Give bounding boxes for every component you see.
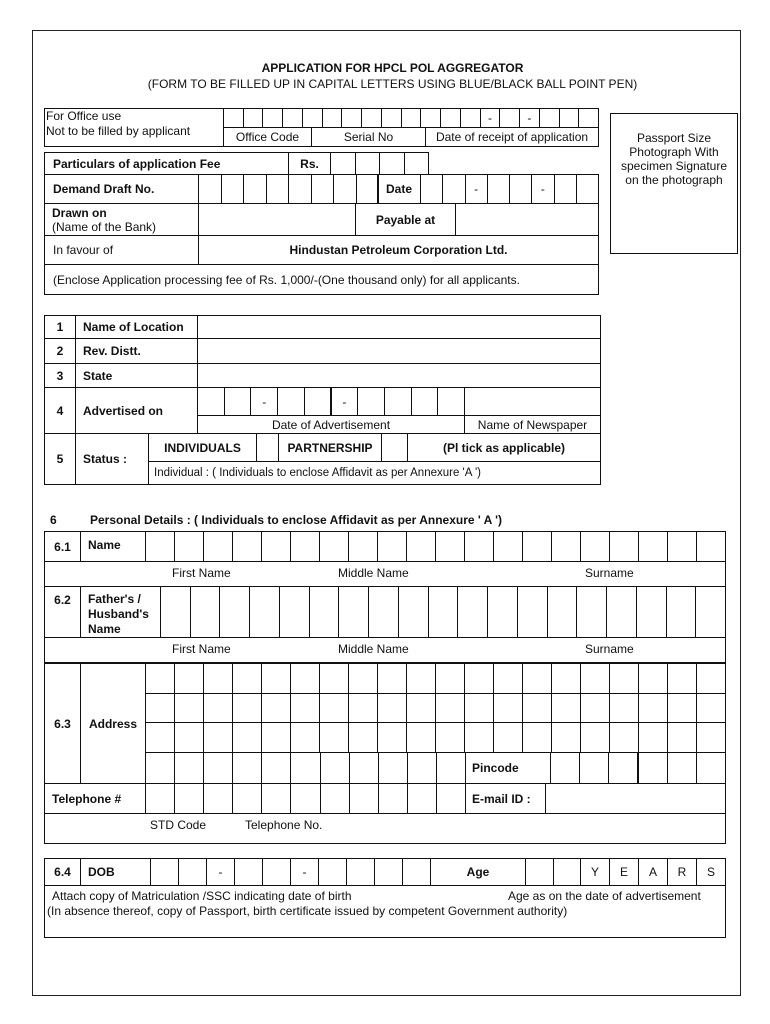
- address-char-box[interactable]: [493, 693, 523, 723]
- name-char-box[interactable]: [319, 531, 349, 562]
- address-char-box[interactable]: [435, 722, 465, 753]
- date-separator: -: [519, 108, 540, 128]
- office-char-box[interactable]: [243, 108, 264, 128]
- address-char-box[interactable]: [174, 693, 204, 723]
- father-char-box[interactable]: [576, 586, 607, 638]
- bank-name-note: (Name of the Bank): [52, 220, 157, 234]
- pincode-box[interactable]: [579, 752, 609, 784]
- row-number: 6.1: [44, 531, 81, 562]
- age-note: Age as on the date of advertisement: [508, 889, 701, 903]
- name-char-box[interactable]: [435, 531, 465, 562]
- telephone-note-row: [44, 813, 726, 844]
- row-number: 6.3: [44, 663, 81, 784]
- fee-amount-box[interactable]: [355, 152, 381, 175]
- telephone-box[interactable]: [436, 783, 466, 814]
- row-label: State: [75, 363, 198, 388]
- pincode-box[interactable]: [667, 752, 697, 784]
- date-separator: -: [465, 174, 488, 204]
- address-char-box[interactable]: [406, 693, 436, 723]
- dd-number-box[interactable]: [288, 174, 312, 204]
- row-number: 5: [44, 433, 76, 485]
- office-char-box[interactable]: [302, 108, 323, 128]
- address-char-box[interactable]: [349, 752, 379, 784]
- dd-number-box[interactable]: [311, 174, 335, 204]
- office-use-label: For Office use: [46, 109, 122, 123]
- address-char-box[interactable]: [261, 722, 291, 753]
- dob-box[interactable]: [150, 858, 179, 886]
- newspaper-field[interactable]: [464, 387, 601, 416]
- address-char-box[interactable]: [493, 722, 523, 753]
- age-box[interactable]: [525, 858, 554, 886]
- pincode-box[interactable]: [550, 752, 580, 784]
- dd-date-box[interactable]: [442, 174, 465, 204]
- office-char-box[interactable]: [539, 108, 560, 128]
- address-char-box[interactable]: [348, 722, 378, 753]
- date-separator: -: [206, 858, 235, 886]
- name-label: Name: [80, 531, 146, 562]
- dd-date-box[interactable]: [420, 174, 443, 204]
- row-number: 6.4: [44, 858, 81, 886]
- pincode-box[interactable]: [608, 752, 638, 784]
- dob-box[interactable]: [234, 858, 263, 886]
- name-char-box[interactable]: [145, 531, 175, 562]
- name-char-box[interactable]: [203, 531, 233, 562]
- name-char-box[interactable]: [464, 531, 494, 562]
- address-char-box[interactable]: [580, 693, 610, 723]
- telephone-box[interactable]: [261, 783, 291, 814]
- address-char-box[interactable]: [667, 722, 697, 753]
- address-char-box[interactable]: [436, 752, 466, 784]
- address-char-box[interactable]: [377, 693, 407, 723]
- address-char-box[interactable]: [464, 663, 494, 694]
- in-favour-value: Hindustan Petroleum Corporation Ltd.: [198, 235, 599, 265]
- adv-date-box[interactable]: [437, 387, 465, 416]
- photo-box[interactable]: [610, 113, 738, 254]
- payable-at-label: Payable at: [355, 203, 456, 236]
- address-char-box[interactable]: [696, 722, 726, 753]
- father-char-box[interactable]: [368, 586, 399, 638]
- row-number: 1: [44, 315, 76, 339]
- address-char-box[interactable]: [232, 722, 262, 753]
- row-label: Status :: [75, 433, 149, 485]
- address-char-box[interactable]: [319, 722, 349, 753]
- pincode-label: Pincode: [465, 752, 551, 784]
- surname-label: Surname: [585, 566, 634, 580]
- fee-amount-box[interactable]: [404, 152, 430, 175]
- address-char-box[interactable]: [232, 663, 262, 694]
- middle-name-label: Middle Name: [338, 566, 409, 580]
- adv-date-box[interactable]: [277, 387, 305, 416]
- individuals-checkbox[interactable]: [256, 433, 279, 462]
- address-char-box[interactable]: [696, 663, 726, 694]
- address-char-box[interactable]: [319, 693, 349, 723]
- payable-at-field[interactable]: [455, 203, 599, 236]
- name-char-box[interactable]: [551, 531, 581, 562]
- dob-box[interactable]: [374, 858, 403, 886]
- father-char-box[interactable]: [547, 586, 578, 638]
- father-char-box[interactable]: [666, 586, 697, 638]
- name-char-box[interactable]: [667, 531, 697, 562]
- individuals-label: INDIVIDUALS: [148, 433, 257, 462]
- telephone-box[interactable]: [378, 783, 408, 814]
- name-char-box[interactable]: [696, 531, 726, 562]
- address-char-box[interactable]: [348, 663, 378, 694]
- date-separator: -: [480, 108, 501, 128]
- bank-name-field[interactable]: [198, 203, 356, 236]
- office-char-box[interactable]: [282, 108, 303, 128]
- address-char-box[interactable]: [145, 752, 175, 784]
- address-char-box[interactable]: [203, 722, 233, 753]
- years-letter: Y: [580, 858, 610, 886]
- office-code-label: Office Code: [223, 127, 312, 147]
- address-char-box[interactable]: [551, 663, 581, 694]
- address-char-box[interactable]: [464, 722, 494, 753]
- address-char-box[interactable]: [638, 693, 668, 723]
- date-adv-label: Date of Advertisement: [197, 415, 465, 434]
- dob-alt-note: (In absence thereof, copy of Passport, birth certificate issued by competent Government authority): [47, 904, 568, 918]
- dob-box[interactable]: [262, 858, 291, 886]
- name-char-box[interactable]: [377, 531, 407, 562]
- father-char-box[interactable]: [636, 586, 667, 638]
- years-letter: S: [696, 858, 726, 886]
- rs-label: Rs.: [288, 152, 331, 175]
- adv-date-box[interactable]: [224, 387, 252, 416]
- address-char-box[interactable]: [464, 693, 494, 723]
- fee-amount-box[interactable]: [330, 152, 356, 175]
- address-char-box[interactable]: [261, 693, 291, 723]
- office-char-box[interactable]: [420, 108, 441, 128]
- telephone-box[interactable]: [349, 783, 379, 814]
- father-char-box[interactable]: [279, 586, 310, 638]
- father-char-box[interactable]: [487, 586, 518, 638]
- father-char-box[interactable]: [398, 586, 429, 638]
- serial-no-label: Serial No: [311, 127, 426, 147]
- address-char-box[interactable]: [609, 693, 639, 723]
- name-char-box[interactable]: [406, 531, 436, 562]
- address-char-box[interactable]: [522, 722, 552, 753]
- address-char-box[interactable]: [580, 722, 610, 753]
- date-receipt-label: Date of receipt of application: [425, 127, 599, 147]
- office-char-box[interactable]: [341, 108, 362, 128]
- individual-note: Individual : ( Individuals to enclose Affidavit as per Annexure 'A '): [148, 461, 601, 485]
- address-char-box[interactable]: [290, 693, 320, 723]
- address-label: Address: [80, 663, 146, 784]
- date-separator: -: [290, 858, 319, 886]
- partnership-checkbox[interactable]: [381, 433, 408, 462]
- address-char-box[interactable]: [348, 693, 378, 723]
- address-char-box[interactable]: [696, 693, 726, 723]
- email-label: E-mail ID :: [465, 783, 546, 814]
- form-subtitle: (FORM TO BE FILLED UP IN CAPITAL LETTERS USING BLUE/BLACK BALL POINT PEN): [147, 77, 638, 91]
- row-number: 4: [44, 387, 76, 434]
- office-char-box[interactable]: [440, 108, 461, 128]
- father-name-label: Father's / Husband's Name: [80, 586, 161, 638]
- office-char-box[interactable]: [559, 108, 580, 128]
- address-char-box[interactable]: [145, 722, 175, 753]
- father-char-box[interactable]: [457, 586, 488, 638]
- name-char-box[interactable]: [261, 531, 291, 562]
- dob-box[interactable]: [346, 858, 375, 886]
- name-char-box[interactable]: [580, 531, 610, 562]
- office-char-box[interactable]: [578, 108, 599, 128]
- name-char-box[interactable]: [522, 531, 552, 562]
- father-char-box[interactable]: [606, 586, 637, 638]
- office-char-box[interactable]: [262, 108, 283, 128]
- adv-date-box[interactable]: [357, 387, 385, 416]
- telephone-box[interactable]: [320, 783, 350, 814]
- address-char-box[interactable]: [435, 663, 465, 694]
- office-char-box[interactable]: [381, 108, 402, 128]
- address-char-box[interactable]: [145, 663, 175, 694]
- father-char-box[interactable]: [517, 586, 548, 638]
- row-label: Rev. Distt.: [75, 338, 198, 364]
- address-char-box[interactable]: [290, 752, 320, 784]
- address-char-box[interactable]: [406, 722, 436, 753]
- name-char-box[interactable]: [174, 531, 204, 562]
- name-char-box[interactable]: [232, 531, 262, 562]
- address-char-box[interactable]: [667, 693, 697, 723]
- pincode-box[interactable]: [696, 752, 726, 784]
- name-char-box[interactable]: [609, 531, 639, 562]
- address-char-box[interactable]: [522, 693, 552, 723]
- father-char-box[interactable]: [249, 586, 280, 638]
- row-number: 3: [44, 363, 76, 388]
- fee-enclose-note: (Enclose Application processing fee of Rs. 1,000/-(One thousand only) for all applicants.: [44, 264, 599, 295]
- address-char-box[interactable]: [638, 663, 668, 694]
- dd-date-label: Date: [377, 174, 421, 204]
- address-char-box[interactable]: [378, 752, 408, 784]
- address-char-box[interactable]: [261, 663, 291, 694]
- address-char-box[interactable]: [145, 693, 175, 723]
- telephone-box[interactable]: [145, 783, 175, 814]
- date-separator: -: [531, 174, 554, 204]
- address-char-box[interactable]: [290, 722, 320, 753]
- dob-box[interactable]: [402, 858, 431, 886]
- adv-date-box[interactable]: [197, 387, 225, 416]
- name-char-box[interactable]: [638, 531, 668, 562]
- newspaper-label: Name of Newspaper: [464, 415, 601, 434]
- years-letter: E: [609, 858, 639, 886]
- address-char-box[interactable]: [406, 663, 436, 694]
- office-char-box[interactable]: [223, 108, 244, 128]
- office-use-note: Not to be filled by applicant: [46, 124, 191, 138]
- email-field[interactable]: [545, 783, 726, 814]
- address-char-box[interactable]: [174, 663, 204, 694]
- address-char-box[interactable]: [319, 663, 349, 694]
- age-box[interactable]: [553, 858, 582, 886]
- address-char-box[interactable]: [261, 752, 291, 784]
- address-char-box[interactable]: [377, 663, 407, 694]
- telephone-box[interactable]: [174, 783, 204, 814]
- first-name-label: First Name: [172, 642, 231, 656]
- adv-date-box[interactable]: [304, 387, 332, 416]
- father-char-box[interactable]: [428, 586, 459, 638]
- address-char-box[interactable]: [435, 693, 465, 723]
- row-label: Name of Location: [75, 315, 198, 339]
- address-char-box[interactable]: [667, 663, 697, 694]
- father-char-box[interactable]: [219, 586, 250, 638]
- dob-label: DOB: [80, 858, 151, 886]
- address-char-box[interactable]: [551, 693, 581, 723]
- address-char-box[interactable]: [232, 693, 262, 723]
- years-letter: R: [667, 858, 697, 886]
- address-char-box[interactable]: [203, 663, 233, 694]
- dd-number-box[interactable]: [266, 174, 290, 204]
- dd-number-box[interactable]: [333, 174, 357, 204]
- telephone-box[interactable]: [290, 783, 320, 814]
- address-char-box[interactable]: [493, 663, 523, 694]
- dob-note: Attach copy of Matriculation /SSC indicating date of birth: [52, 889, 352, 903]
- fee-particulars-label: Particulars of application Fee: [44, 152, 289, 175]
- years-letter: A: [638, 858, 668, 886]
- office-char-box[interactable]: [361, 108, 382, 128]
- middle-name-label: Middle Name: [338, 642, 409, 656]
- age-label: Age: [430, 858, 526, 886]
- dd-number-box[interactable]: [198, 174, 222, 204]
- dd-date-box[interactable]: [487, 174, 510, 204]
- drawn-on-label: Drawn on: [52, 206, 107, 220]
- dob-box[interactable]: [178, 858, 207, 886]
- date-separator: -: [250, 387, 278, 416]
- row-number: 6.2: [44, 586, 81, 638]
- address-char-box[interactable]: [407, 752, 437, 784]
- address-char-box[interactable]: [638, 722, 668, 753]
- name-char-box[interactable]: [290, 531, 320, 562]
- adv-date-box[interactable]: [384, 387, 412, 416]
- telephone-box[interactable]: [203, 783, 233, 814]
- telephone-box[interactable]: [232, 783, 262, 814]
- name-char-box[interactable]: [493, 531, 523, 562]
- father-char-box[interactable]: [190, 586, 221, 638]
- dd-no-label: Demand Draft No.: [44, 174, 199, 204]
- photo-instructions: Passport Size Photograph With specimen Signature on the photograph: [620, 130, 728, 187]
- std-code-label: STD Code: [150, 818, 207, 832]
- tick-note: (Pl tick as applicable): [407, 433, 601, 462]
- partnership-label: PARTNERSHIP: [278, 433, 382, 462]
- section-6-number: 6: [50, 513, 57, 527]
- address-char-box[interactable]: [551, 722, 581, 753]
- address-char-box[interactable]: [174, 752, 204, 784]
- father-char-box[interactable]: [338, 586, 369, 638]
- section-6-heading: Personal Details : ( Individuals to enclose Affidavit as per Annexure ' A '): [90, 513, 503, 527]
- address-char-box[interactable]: [290, 663, 320, 694]
- office-char-box[interactable]: [460, 108, 481, 128]
- address-char-box[interactable]: [609, 722, 639, 753]
- father-char-box[interactable]: [160, 586, 191, 638]
- date-separator: -: [331, 387, 359, 416]
- adv-date-box[interactable]: [411, 387, 439, 416]
- name-char-box[interactable]: [348, 531, 378, 562]
- row-number: 2: [44, 338, 76, 364]
- office-char-box[interactable]: [499, 108, 520, 128]
- address-char-box[interactable]: [232, 752, 262, 784]
- address-char-box[interactable]: [203, 752, 233, 784]
- address-char-box[interactable]: [320, 752, 350, 784]
- pincode-box[interactable]: [638, 752, 668, 784]
- fee-amount-box[interactable]: [379, 152, 405, 175]
- dd-number-box[interactable]: [243, 174, 267, 204]
- dd-date-box[interactable]: [576, 174, 599, 204]
- address-char-box[interactable]: [580, 663, 610, 694]
- surname-label: Surname: [585, 642, 634, 656]
- address-char-box[interactable]: [203, 693, 233, 723]
- dd-number-box[interactable]: [356, 174, 380, 204]
- form-title: APPLICATION FOR HPCL POL AGGREGATOR: [261, 61, 524, 75]
- in-favour-label: In favour of: [44, 235, 199, 265]
- address-char-box[interactable]: [609, 663, 639, 694]
- telephone-label: Telephone #: [44, 783, 146, 814]
- dd-number-box[interactable]: [221, 174, 245, 204]
- telephone-no-label: Telephone No.: [245, 818, 323, 832]
- dd-date-box[interactable]: [554, 174, 577, 204]
- father-char-box[interactable]: [309, 586, 340, 638]
- office-char-box[interactable]: [401, 108, 422, 128]
- address-char-box[interactable]: [522, 663, 552, 694]
- address-char-box[interactable]: [377, 722, 407, 753]
- row-label: Advertised on: [75, 387, 198, 434]
- dob-box[interactable]: [318, 858, 347, 886]
- telephone-box[interactable]: [407, 783, 437, 814]
- address-char-box[interactable]: [174, 722, 204, 753]
- dd-date-box[interactable]: [509, 174, 532, 204]
- office-char-box[interactable]: [322, 108, 343, 128]
- row-value-field[interactable]: [197, 315, 601, 339]
- row-value-field[interactable]: [197, 338, 601, 364]
- first-name-label: First Name: [172, 566, 231, 580]
- father-char-box[interactable]: [695, 586, 726, 638]
- row-value-field[interactable]: [197, 363, 601, 388]
